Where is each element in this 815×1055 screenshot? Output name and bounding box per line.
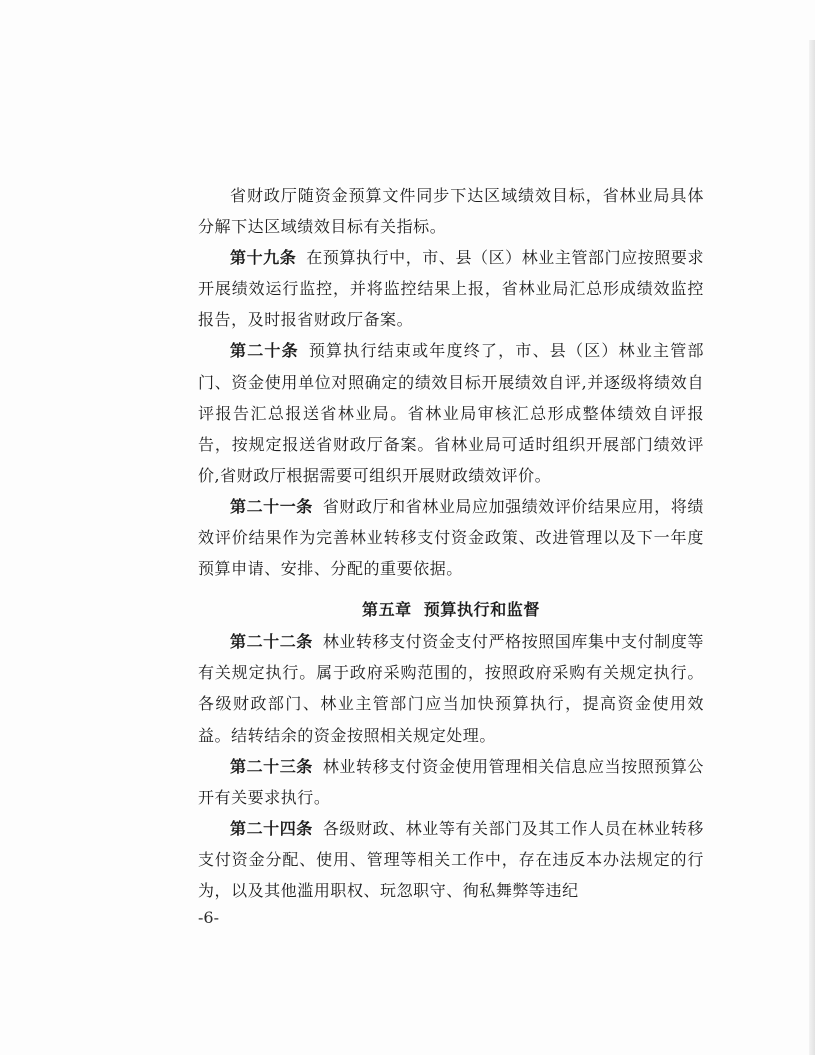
page-number: -6- [198,908,219,927]
paragraph [198,491,704,584]
paragraph-text: 在预算执行中，市、县（区）林业主管部门应按照要求开展绩效运行监控，并将监控结果上报，省林业局汇总形成绩效监控报告，及时报省财政厅备案。 [198,248,705,330]
paragraph-text: 预算执行结束或年度终了，市、县（区）林业主管部门、资金使用单位对照确定的绩效目标开展绩效自评,并逐级将绩效自评报告汇总报送省林业局。省林业局审核汇总形成整体绩效自评报告，按规定报送省财政厅备案。省林业局可适时组织开展部门绩效评价,省财政厅根据需要可组织开展财政绩效评价。 [198,341,704,485]
paragraph-text: 省财政厅随资金预算文件同步下达区域绩效目标，省林业局具体分解下达区域绩效目标有关指标。 [198,186,704,237]
article-label: 第二十一条 [230,496,313,516]
chapter-heading [198,595,704,625]
article-label: 第二十三条 [230,756,313,776]
chapter-number: 第五章 [361,600,412,620]
paragraph [198,626,704,750]
paragraph-text: 省财政厅和省林业局应加强绩效评价结果应用，将绩效评价结果作为完善林业转移支付资金政策、改进管理以及下一年度预算申请、安排、分配的重要依据。 [198,496,704,579]
paragraph [198,813,704,906]
paragraph [198,180,704,242]
article-label: 第二十二条 [230,632,313,652]
document-body [198,180,704,906]
page-edge-shadow [809,40,815,1055]
paragraph [198,242,704,335]
article-label: 第十九条 [230,248,297,268]
paragraph-text: 林业转移支付资金使用管理相关信息应当按照预算公开有关要求执行。 [198,756,704,807]
article-label: 第二十四条 [230,818,313,838]
article-label: 第二十条 [230,341,299,361]
chapter-title: 预算执行和监督 [423,600,540,620]
paragraph-text: 各级财政、林业等有关部门及其工作人员在林业转移支付资金分配、使用、管理等相关工作中，存在违反本办法规定的行为，以及其他滥用职权、玩忽职守、徇私舞弊等违纪 [198,818,704,900]
paragraph [198,751,704,813]
paragraph-text: 林业转移支付资金支付严格按照国库集中支付制度等有关规定执行。属于政府采购范围的，按照政府采购有关规定执行。各级财政部门、林业主管部门应当加快预算执行，提高资金使用效益。结转结余的资金按照相关规定处理。 [198,632,704,745]
paragraph [198,335,704,490]
